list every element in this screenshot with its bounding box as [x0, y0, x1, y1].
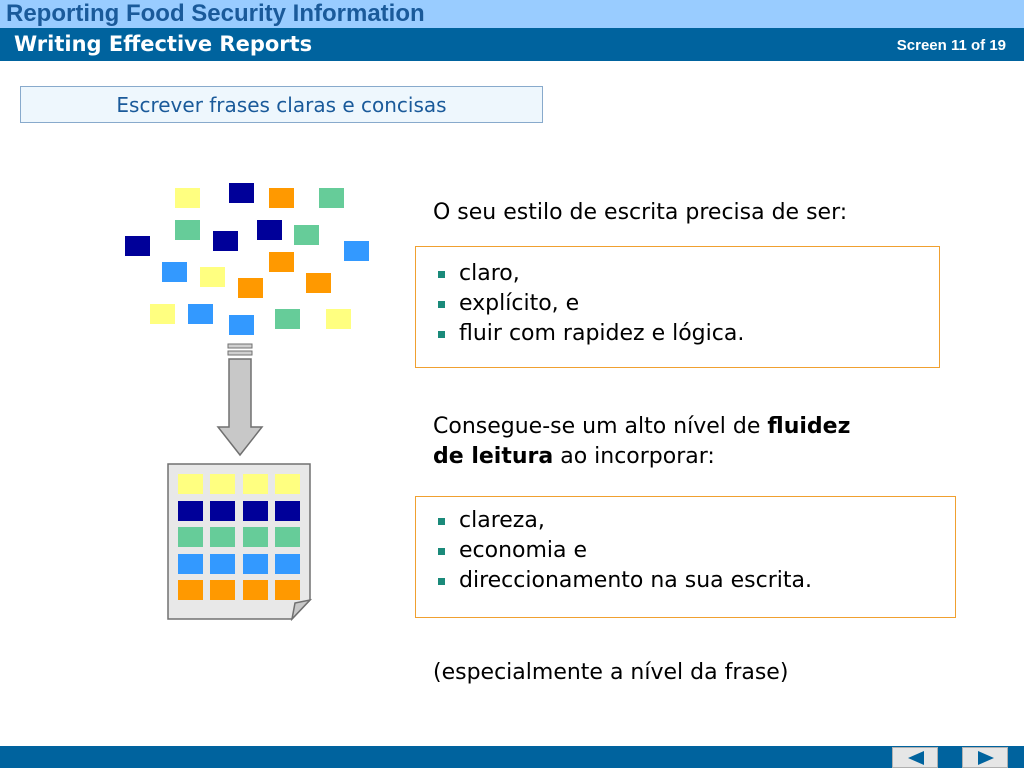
bullet-icon: [438, 301, 445, 308]
scattered-square: [294, 225, 319, 245]
list-item-text: direccionamento na sua escrita.: [459, 568, 812, 593]
next-button[interactable]: [962, 747, 1008, 768]
scattered-square: [306, 273, 331, 293]
scattered-square: [238, 278, 263, 298]
right-triangle-icon: [976, 751, 996, 765]
fluency-bold-2: de leitura: [433, 444, 554, 469]
document-square: [210, 554, 235, 574]
screen-counter: Screen 11 of 19: [896, 37, 1006, 54]
footer-bar: [0, 746, 1024, 768]
list-item: [435, 259, 744, 289]
list-item-text: clareza,: [459, 508, 545, 533]
list-item: [435, 289, 744, 319]
document-square: [178, 501, 203, 521]
document-square: [178, 580, 203, 600]
list-item-text: fluir com rapidez e lógica.: [459, 321, 745, 346]
fluency-text: [433, 412, 850, 472]
scattered-square: [125, 236, 150, 256]
bullet-icon: [438, 518, 445, 525]
bullet-icon: [438, 578, 445, 585]
bullet-icon: [438, 271, 445, 278]
list-item: [435, 506, 812, 536]
list-item: [435, 566, 812, 596]
document-square: [210, 474, 235, 494]
document-square: [210, 580, 235, 600]
scattered-square: [344, 241, 369, 261]
scattered-square: [269, 252, 294, 272]
fluency-text-part1: Consegue-se um alto nível de: [433, 414, 768, 439]
slide-title-box: [20, 86, 543, 123]
list-item: [435, 536, 812, 566]
list-item-text: explícito, e: [459, 291, 580, 316]
footnote-text: (especialmente a nível da frase): [433, 660, 789, 685]
document-square: [275, 474, 300, 494]
document-square: [275, 580, 300, 600]
scattered-square: [229, 183, 254, 203]
document-square: [178, 527, 203, 547]
left-triangle-icon: [906, 751, 926, 765]
document-square: [243, 527, 268, 547]
document-square: [275, 501, 300, 521]
course-title: Reporting Food Security Information: [6, 0, 425, 27]
down-arrow-icon: [215, 343, 265, 458]
scattered-square: [213, 231, 238, 251]
document-square: [210, 527, 235, 547]
qualities-box: [415, 246, 940, 368]
list-item-text: economia e: [459, 538, 588, 563]
list-item: [435, 319, 744, 349]
document-square: [178, 474, 203, 494]
document-square: [243, 580, 268, 600]
document-square: [275, 554, 300, 574]
scattered-square: [229, 315, 254, 335]
scattered-square: [319, 188, 344, 208]
scattered-square: [326, 309, 351, 329]
document-square: [243, 554, 268, 574]
scattered-square: [269, 188, 294, 208]
fluency-bold-1: fluidez: [767, 414, 851, 439]
principles-box: [415, 496, 956, 618]
document-square: [210, 501, 235, 521]
scattered-square: [162, 262, 187, 282]
back-button[interactable]: [892, 747, 938, 768]
slide-title: Escrever frases claras e concisas: [116, 93, 447, 117]
document-square: [178, 554, 203, 574]
intro-text: O seu estilo de escrita precisa de ser:: [433, 200, 848, 225]
writing-organization-illustration: [120, 175, 375, 625]
scattered-square: [200, 267, 225, 287]
list-item-text: claro,: [459, 261, 520, 286]
document-square: [275, 527, 300, 547]
scattered-square: [175, 220, 200, 240]
document-square: [243, 474, 268, 494]
scattered-square: [175, 188, 200, 208]
bullet-icon: [438, 548, 445, 555]
document-square: [243, 501, 268, 521]
scattered-square: [257, 220, 282, 240]
module-title: Writing Effective Reports: [14, 32, 313, 56]
scattered-square: [188, 304, 213, 324]
bullet-icon: [438, 331, 445, 338]
scattered-square: [275, 309, 300, 329]
fluency-text-part2: ao incorporar:: [553, 444, 715, 469]
scattered-square: [150, 304, 175, 324]
